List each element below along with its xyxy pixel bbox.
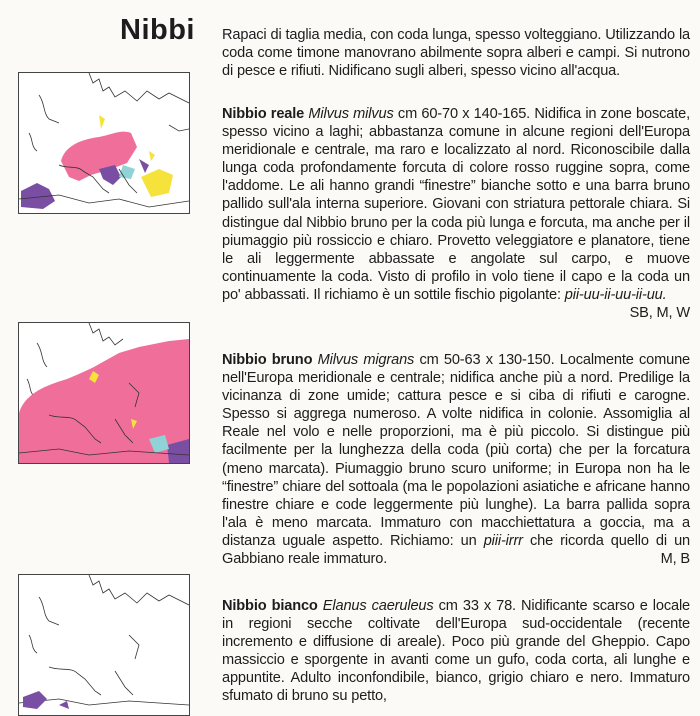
species-description: cm 60-70 x 140-165. Nidifica in zone boscate, spesso vicino a laghi; abbastanza comune in alcune regioni dell'Europa meridionale e centrale, ma raro e localizzato al nord. Riconoscibile dalla lunga coda profondamente forcuta di colore rosso ruggine sopra, come l'addome. Le ali hanno grandi “finestre” bianche sotto e una barra bruno pallido sull'ala interna superiore. Giovani con striatura pettorale chiara. Si distingue dal Nibbio bruno per la coda più lunga e forcuta, ma anche per il piumaggio più rossiccio e chiaro. Provetto veleggiatore e planatore, tiene le ali leggermente abbassate e angolate sul carpo, e muove continuamente la coda. Visto di profilo in volo tiene il capo e la coda un po' abbassati. Il richiamo è un sottile fischio pigolante: [222, 106, 690, 303]
species-entry-black-winged-kite [222, 597, 690, 706]
species-name: Nibbio bianco [222, 598, 318, 614]
winter-range [119, 165, 135, 179]
distribution-map-red-kite [18, 72, 190, 214]
species-description: cm 50-63 x 130-150. Localmente comune nell'Europa meridionale e centrale; nidifica anche più a nord. Predilige la vicinanza di zone umide; cattura pesce e si ciba di rifiuti e carogne. Spesso si aggrega numeroso. A volte nidifica in colonie. Assomiglia al Reale nel volo e nelle proporzioni, ma è più piccolo. Si distingue più facilmente per la lunghezza della coda (più corta) che per la forcatura (meno marcata). Piumaggio bruno scuro uniforme; in Europa non ha le “finestre” chiare del sottoala (ma le popolazioni asiatiche e africane hanno finestre chiare e code leggermente più lunghe). La barra pallida sopra l'ala è meno marcata. Immaturo con macchiettatura a goccia, ma a distanza uguale aspetto. Richiamo: un [222, 352, 691, 549]
distribution-map-black-kite [18, 322, 190, 464]
species-name: Nibbio bruno [222, 352, 313, 368]
scientific-name: Milvus migrans [317, 352, 415, 368]
status-codes: SB, M, W [629, 305, 690, 322]
page-title: Nibbi [120, 14, 195, 46]
call-transcription: pii-uu-ii-uu-ii-uu. [564, 286, 667, 303]
call-transcription: piii-irrr [483, 532, 523, 549]
intro-paragraph: Rapaci di taglia media, con coda lunga, spesso volteggiano. Utilizzando la coda come timone manovrano abilmente sopra alberi e campi. Si nutrono di pesce e rifiuti. Nidificano sugli alberi, spesso vicino all'acqua. [222, 27, 690, 80]
species-entry-black-kite [222, 351, 690, 568]
species-name: Nibbio reale [222, 106, 305, 122]
species-description: cm 33 x 78. Nidificante scarso e locale in regioni secche coltivate dell'Europa sud-occidentale (recente incremento e diffusione di areale). Poco più grande del Gheppio. Capo massiccio e sporgente in avanti come un gufo, coda corta, ali lunghe e appuntite. Adulto inconfondibile, bianco, grigio chiaro e nero. Immaturo sfumato di bruno su petto, [222, 598, 691, 705]
status-codes: M, B [660, 551, 690, 568]
species-description-continued: che ricorda quello di un Gabbiano reale immaturo. [222, 532, 691, 568]
scientific-name: Milvus milvus [308, 106, 394, 122]
scientific-name: Elanus caeruleus [322, 598, 434, 614]
distribution-map-black-winged-kite [18, 574, 190, 716]
species-entry-red-kite [222, 105, 690, 322]
intro-text-block [222, 26, 690, 80]
